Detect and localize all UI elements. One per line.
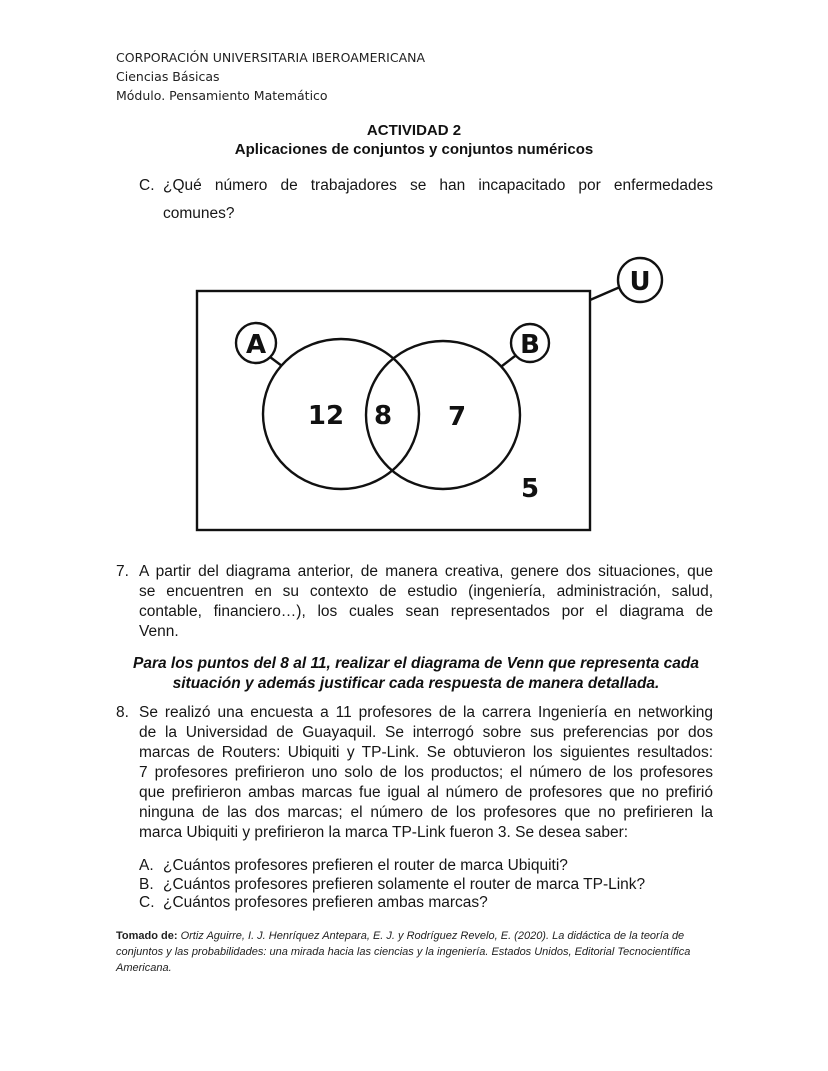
only-a-value: 12 [307, 401, 345, 431]
set-b-label: B [520, 330, 540, 360]
item8-line: que prefirieron ambas marcas fue igual al número de profesores que no prefirió [139, 784, 713, 801]
citation-label: Tomado de: [116, 930, 178, 942]
activity-title: ACTIVIDAD 2 [366, 122, 462, 139]
item7-number: 7. [116, 563, 129, 580]
universe-connector [590, 287, 620, 300]
item7-line: se encuentren en su contexto de estudio (ingeniería, administración, salud, [139, 583, 713, 600]
item8-line: ninguna de las dos marcas; el número de los profesores que no prefirieren la [139, 804, 713, 821]
sub-question-text: ¿Cuántos profesores prefieren ambas marcas? [163, 894, 488, 911]
item8-line: de la Universidad de Guayaquil. Se interrogó sobre sus preferencias por dos [139, 724, 713, 741]
sub-question-text: ¿Cuántos profesores prefieren el router de marca Ubiquiti? [163, 857, 568, 874]
item8-line: Se realizó una encuesta a 11 profesores de la carrera Ingeniería en networking [139, 704, 713, 721]
module-name: Módulo. Pensamiento Matemático [116, 88, 328, 103]
item7-line: A partir del diagrama anterior, de manera creativa, genere dos situaciones, que [139, 563, 713, 580]
question-c-line2: comunes? [163, 205, 235, 222]
item7-line: Venn. [139, 623, 179, 640]
universe-label: U [629, 267, 651, 297]
sub-question-marker: C. [139, 894, 155, 911]
institution-name: CORPORACIÓN UNIVERSITARIA IBEROAMERICANA [116, 50, 426, 65]
instruction-line1: Para los puntos del 8 al 11, realizar el diagrama de Venn que representa cada [133, 655, 699, 672]
set-a-label: A [245, 330, 267, 360]
set-a-connector [270, 357, 282, 366]
item8-line: 7 profesores prefirieron uno solo de los productos; el número de los profesores [139, 764, 713, 781]
item8-line: marca Ubiquiti y prefirieron la marca TP-Link fueron 3. Se desea saber: [139, 824, 629, 841]
instruction-line2: situación y además justificar cada respuesta de manera detallada. [172, 675, 660, 692]
item8-number: 8. [116, 704, 129, 721]
item7-line: contable, financiero…), los cuales sean representados por el diagrama de [139, 603, 713, 620]
sub-question-marker: A. [139, 857, 154, 874]
citation-text: Ortiz Aguirre, I. J. Henríquez Antepara, E. J. y Rodríguez Revelo, E. (2020). La didáctica de la teoría de conjuntos y las probabilidades: una mirada hacia las ciencias y la ingeniería. Estados Unidos, Editorial Tecnocientífica Americana. [116, 930, 691, 974]
citation [116, 928, 716, 976]
sub-question-marker: B. [139, 876, 154, 893]
item8-line: marcas de Routers: Ubiquiti y TP-Link. Se obtuvieron los siguientes resultados: [139, 744, 713, 761]
question-c-line1: ¿Qué número de trabajadores se han incapacitado por enfermedades [163, 177, 713, 194]
department-name: Ciencias Básicas [116, 69, 220, 84]
sub-question-text: ¿Cuántos profesores prefieren solamente el router de marca TP-Link? [163, 876, 646, 893]
only-b-value: 7 [447, 402, 467, 432]
activity-subtitle: Aplicaciones de conjuntos y conjuntos numéricos [234, 141, 594, 158]
intersection-value: 8 [373, 401, 393, 431]
set-b-connector [502, 356, 515, 366]
outside-value: 5 [520, 474, 540, 504]
question-c-marker: C. [139, 177, 155, 194]
